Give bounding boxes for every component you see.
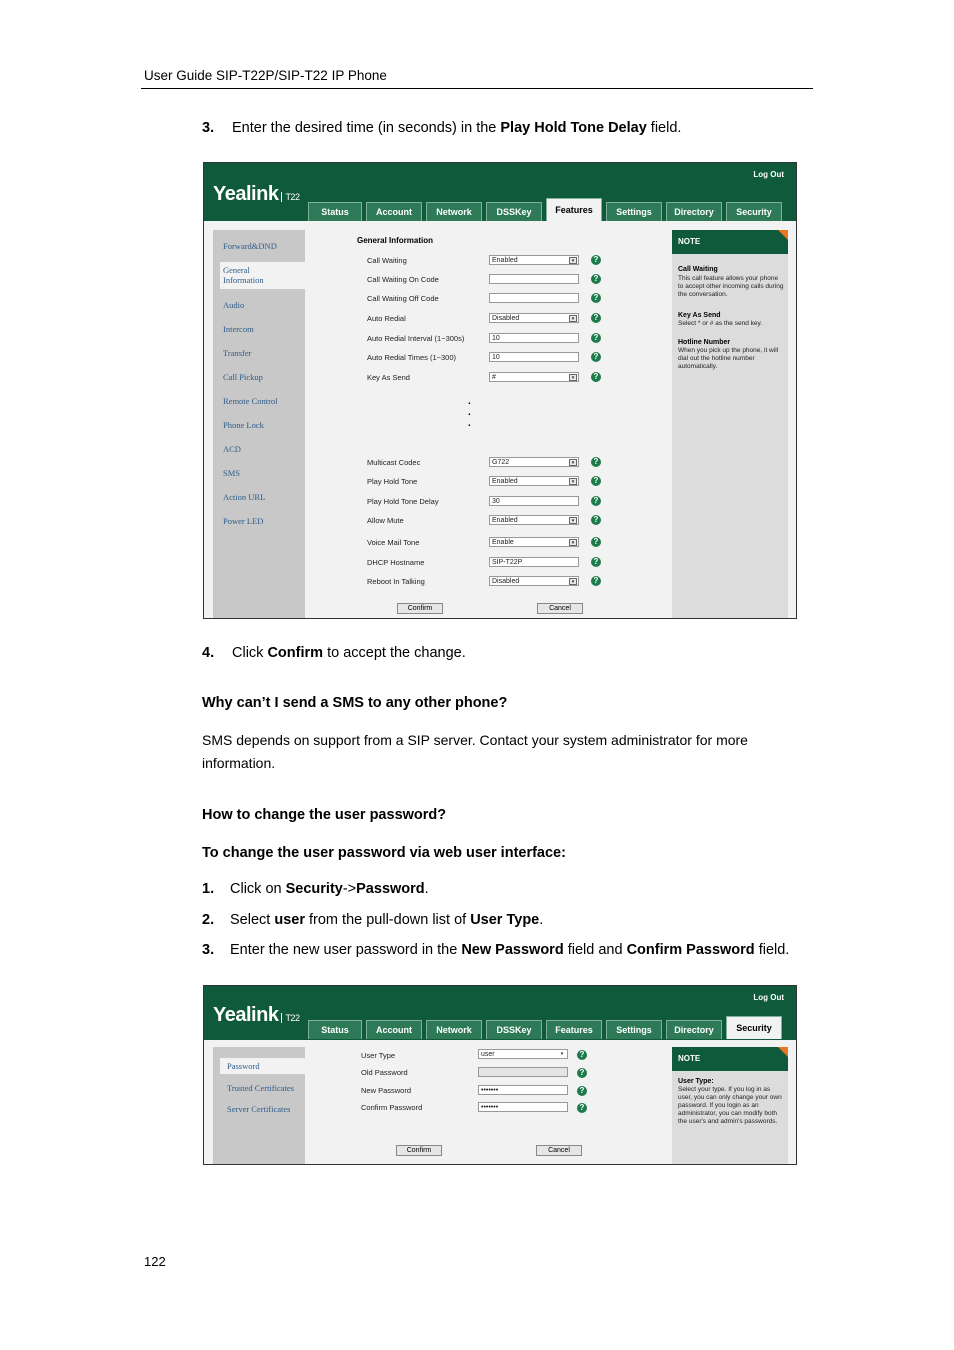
label-confirm-password: Confirm Password: [361, 1103, 423, 1112]
old-password-input[interactable]: [478, 1067, 568, 1077]
security-sidebar: [213, 1047, 305, 1164]
sidebar-item-intercom[interactable]: Intercom: [223, 324, 254, 334]
dropdown-arrow-icon: ▾: [569, 459, 577, 466]
step-text: from the pull-down list of: [304, 912, 471, 928]
tab-account[interactable]: Account: [366, 1020, 422, 1039]
label-allow-mute: Allow Mute: [367, 516, 404, 525]
note-text: When you pick up the phone, it will dial out the hotline number automatically.: [678, 347, 779, 370]
tab-directory[interactable]: Directory: [666, 202, 722, 221]
note-header: NOTE: [672, 230, 788, 254]
dropdown-arrow-icon: ▾: [569, 539, 577, 546]
call-waiting-select[interactable]: Enabled ▾: [489, 255, 579, 265]
sidebar-item-action-url[interactable]: Action URL: [223, 492, 266, 502]
note-text: Select * or # as the send key.: [678, 320, 763, 327]
dropdown-arrow-icon: ▾: [569, 257, 577, 264]
yealink-logo: Yealink T22: [213, 183, 300, 205]
help-icon[interactable]: ?: [591, 293, 601, 303]
confirm-button[interactable]: Confirm: [397, 603, 443, 614]
step-text: Click on: [230, 881, 286, 897]
label-call-waiting: Call Waiting: [367, 256, 407, 265]
dropdown-arrow-icon: ▾: [569, 517, 577, 524]
sidebar-item-remote-control[interactable]: Remote Control: [223, 396, 278, 406]
step-text: field and: [563, 942, 627, 958]
screenshot-features-page: [203, 162, 797, 619]
voice-mail-tone-select[interactable]: Enable ▾: [489, 537, 579, 547]
dropdown-arrow-icon: ▾: [560, 1051, 564, 1057]
step-bold-text: user: [274, 912, 305, 928]
sidebar-item-password[interactable]: Password: [227, 1061, 260, 1071]
label-reboot-in-talking: Reboot In Talking: [367, 577, 425, 586]
help-icon[interactable]: ?: [591, 352, 601, 362]
help-icon[interactable]: ?: [591, 333, 601, 343]
help-icon[interactable]: ?: [591, 496, 601, 506]
label-dhcp-hostname: DHCP Hostname: [367, 558, 425, 567]
step-text: Enter the new user password in the: [230, 942, 462, 958]
note-text: This call feature allows your phone to accept other incoming calls during the conversation.: [678, 275, 784, 298]
label-old-password: Old Password: [361, 1068, 408, 1077]
sidebar-item-power-led[interactable]: Power LED: [223, 516, 264, 526]
label-auto-redial-interval: Auto Redial Interval (1~300s): [367, 334, 465, 343]
note-text: Select your type. If you log in as user, you can only change your own password. If you login as an administrator, you can modify both the user's and admin's passwords.: [678, 1086, 782, 1125]
label-voice-mail-tone: Voice Mail Tone: [367, 538, 420, 547]
step-text-end: .: [424, 881, 429, 897]
step-text: Select: [230, 912, 275, 928]
step-text: Click: [232, 645, 268, 661]
note-title: User Type:: [678, 1078, 714, 1085]
step-bold-text: New Password: [461, 942, 564, 958]
sidebar-item-forward-dnd[interactable]: Forward&DND: [223, 241, 277, 251]
help-icon[interactable]: ?: [577, 1068, 587, 1078]
label-new-password: New Password: [361, 1086, 412, 1095]
step-bold-text: Play Hold Tone Delay: [500, 120, 647, 136]
help-icon[interactable]: ?: [577, 1103, 587, 1113]
confirm-button[interactable]: Confirm: [396, 1145, 442, 1156]
page-number: 122: [144, 1254, 166, 1269]
tab-features[interactable]: Features: [546, 198, 602, 221]
faq-question-sms: Why can’t I send a SMS to any other phone?: [202, 695, 508, 711]
step-number: 4.: [202, 645, 215, 661]
reboot-in-talking-select[interactable]: Disabled ▾: [489, 576, 579, 586]
note-corner-decoration: [778, 1047, 788, 1057]
faq-answer-sms: SMS depends on support from a SIP server. Contact your system administrator for more information.: [202, 732, 748, 771]
call-waiting-on-code-input[interactable]: [489, 274, 579, 284]
step-text: Enter the desired time (in seconds) in the: [232, 120, 501, 136]
step-number: 2.: [202, 912, 215, 928]
pw-step-2: [202, 912, 543, 928]
tab-security[interactable]: Security: [726, 1016, 782, 1039]
auto-redial-select[interactable]: Disabled ▾: [489, 313, 579, 323]
tab-dsskey[interactable]: DSSKey: [486, 202, 542, 221]
new-password-input[interactable]: •••••••: [478, 1085, 568, 1095]
note-corner-decoration: [778, 230, 788, 240]
step-4-click-confirm: [202, 645, 466, 661]
logout-link[interactable]: Log Out: [753, 993, 784, 1002]
label-play-hold-tone: Play Hold Tone: [367, 477, 418, 486]
yealink-logo: Yealink T22: [213, 1004, 300, 1026]
note-panel: [672, 1047, 788, 1164]
tab-network[interactable]: Network: [426, 1020, 482, 1039]
tab-settings[interactable]: Settings: [606, 1020, 662, 1039]
note-title: Key As Send: [678, 312, 721, 319]
dropdown-arrow-icon: ▾: [569, 478, 577, 485]
step-bold-text: Password: [356, 881, 425, 897]
note-panel: [672, 230, 788, 618]
help-icon[interactable]: ?: [591, 313, 601, 323]
document-header: User Guide SIP-T22P/SIP-T22 IP Phone: [144, 68, 387, 83]
logout-link[interactable]: Log Out: [753, 170, 784, 179]
tab-status[interactable]: Status: [308, 1020, 362, 1039]
label-key-as-send: Key As Send: [367, 373, 410, 382]
label-multicast-codec: Multicast Codec: [367, 458, 421, 467]
step-bold-text: Security: [285, 881, 343, 897]
sidebar-item-phone-lock[interactable]: Phone Lock: [223, 420, 264, 430]
confirm-password-input[interactable]: •••••••: [478, 1102, 568, 1112]
label-play-hold-tone-delay: Play Hold Tone Delay: [367, 497, 439, 506]
step-text: ->: [342, 881, 357, 897]
step-text-end: field.: [754, 942, 790, 958]
key-as-send-select[interactable]: # ▾: [489, 372, 579, 382]
help-icon[interactable]: ?: [591, 537, 601, 547]
tab-status[interactable]: Status: [308, 202, 362, 221]
sidebar-item-transfer[interactable]: Transfer: [223, 348, 252, 358]
step-number: 3.: [202, 120, 215, 136]
help-icon[interactable]: ?: [591, 274, 601, 284]
multicast-codec-select[interactable]: G722 ▾: [489, 457, 579, 467]
user-type-select[interactable]: user ▾: [478, 1049, 568, 1059]
help-icon[interactable]: ?: [591, 372, 601, 382]
pw-step-3: [202, 942, 789, 958]
step-text-end: to accept the change.: [323, 645, 466, 661]
tab-dsskey[interactable]: DSSKey: [486, 1020, 542, 1039]
dropdown-arrow-icon: ▾: [569, 578, 577, 585]
help-icon[interactable]: ?: [591, 457, 601, 467]
faq-question-password: How to change the user password?: [202, 807, 447, 823]
cancel-button[interactable]: Cancel: [537, 603, 583, 614]
label-auto-redial: Auto Redial: [367, 314, 406, 323]
play-hold-tone-select[interactable]: Enabled ▾: [489, 476, 579, 486]
call-waiting-off-code-input[interactable]: [489, 293, 579, 303]
step-bold-text: User Type: [470, 912, 540, 928]
dhcp-hostname-input[interactable]: SIP-T22P: [489, 557, 579, 567]
play-hold-tone-delay-input[interactable]: 30: [489, 496, 579, 506]
step-text-end: .: [539, 912, 544, 928]
help-icon[interactable]: ?: [577, 1086, 587, 1096]
label-call-waiting-off-code: Call Waiting Off Code: [367, 294, 439, 303]
help-icon[interactable]: ?: [577, 1050, 587, 1060]
label-user-type: User Type: [361, 1051, 396, 1060]
sidebar-item-server-certificates[interactable]: Server Certificates: [227, 1104, 291, 1114]
tab-security[interactable]: Security: [726, 202, 782, 221]
help-icon[interactable]: ?: [591, 557, 601, 567]
pw-step-1: [202, 881, 429, 897]
note-title: Hotline Number: [678, 339, 731, 346]
label-auto-redial-times: Auto Redial Times (1~300): [367, 353, 457, 362]
sidebar-item-general-information[interactable]: General Information: [223, 265, 264, 285]
step-bold-text: Confirm Password: [626, 942, 755, 958]
note-title: Call Waiting: [678, 266, 718, 273]
help-icon[interactable]: ?: [591, 476, 601, 486]
tab-network[interactable]: Network: [426, 202, 482, 221]
tab-settings[interactable]: Settings: [606, 202, 662, 221]
omitted-rows-ellipsis: . . .: [468, 396, 471, 429]
step-number: 1.: [202, 881, 215, 897]
help-icon[interactable]: ?: [591, 515, 601, 525]
sidebar-item-trusted-certificates[interactable]: Trusted Certificates: [227, 1083, 294, 1093]
step-bold-text: Confirm: [267, 645, 324, 661]
auto-redial-interval-input[interactable]: 10: [489, 333, 579, 343]
help-icon[interactable]: ?: [591, 255, 601, 265]
features-sidebar: [213, 230, 305, 618]
step-3-play-hold-tone: [202, 120, 681, 136]
label-call-waiting-on-code: Call Waiting On Code: [367, 275, 439, 284]
tab-directory[interactable]: Directory: [666, 1020, 722, 1039]
sidebar-item-acd[interactable]: ACD: [223, 444, 241, 454]
sidebar-item-sms[interactable]: SMS: [223, 468, 241, 478]
step-number: 3.: [202, 942, 215, 958]
note-header: NOTE: [672, 1047, 788, 1071]
screenshot-security-page: [203, 985, 797, 1165]
auto-redial-times-input[interactable]: 10: [489, 352, 579, 362]
dropdown-arrow-icon: ▾: [569, 315, 577, 322]
allow-mute-select[interactable]: Enabled ▾: [489, 515, 579, 525]
help-icon[interactable]: ?: [591, 576, 601, 586]
sidebar-item-call-pickup[interactable]: Call Pickup: [223, 372, 263, 382]
cancel-button[interactable]: Cancel: [536, 1145, 582, 1156]
section-title-general-information: General Information: [357, 236, 434, 245]
sidebar-item-audio[interactable]: Audio: [223, 300, 245, 310]
tab-account[interactable]: Account: [366, 202, 422, 221]
faq-subheading-password: To change the user password via web user interface:: [202, 845, 566, 861]
tab-features[interactable]: Features: [546, 1020, 602, 1039]
dropdown-arrow-icon: ▾: [569, 374, 577, 381]
step-text-end: field.: [646, 120, 682, 136]
header-rule: [141, 88, 813, 89]
